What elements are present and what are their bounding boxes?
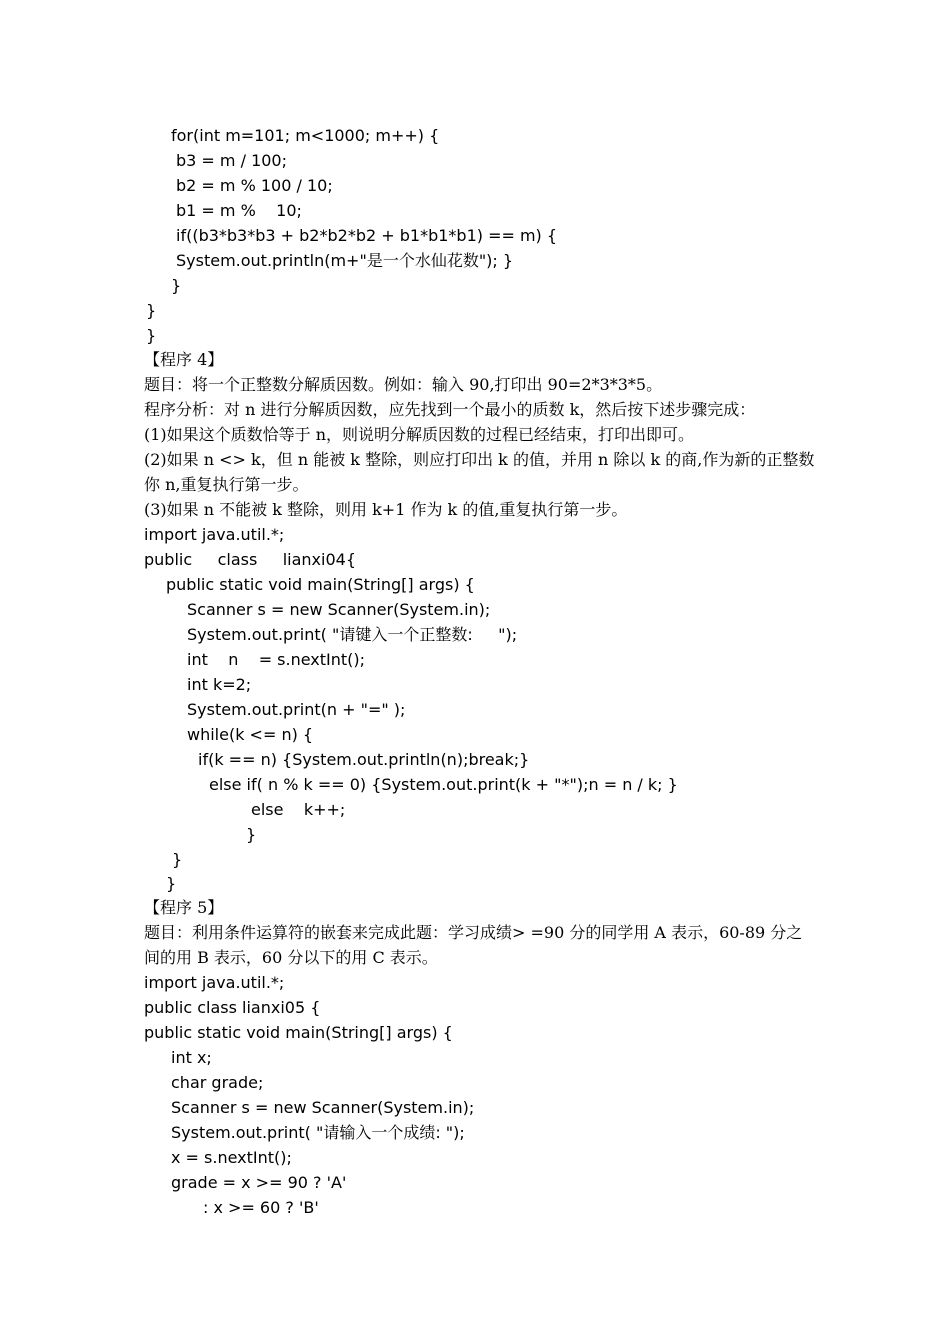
text-line: public static void main(String[] args) { — [144, 1023, 453, 1042]
text-line: System.out.print(n + "=" ); — [187, 700, 406, 719]
text-line: } — [246, 825, 257, 844]
text-line: 题目：利用条件运算符的嵌套来完成此题：学习成绩> =90 分的同学用 A 表示，60-89 分之 — [144, 923, 803, 942]
text-line: Scanner s = new Scanner(System.in); — [171, 1098, 475, 1117]
text-line: public class lianxi05 { — [144, 998, 321, 1017]
text-line: else k++; — [251, 800, 346, 819]
text-line: if((b3*b3*b3 + b2*b2*b2 + b1*b1*b1) == m) { — [176, 226, 558, 245]
text-line: int k=2; — [187, 675, 252, 694]
text-line: (3)如果 n 不能被 k 整除，则用 k+1 作为 k 的值,重复执行第一步。 — [144, 500, 628, 519]
text-line: b1 = m % 10; — [176, 201, 302, 220]
text-line: int n = s.nextInt(); — [187, 650, 366, 669]
text-line: System.out.println(m+"是一个水仙花数"); } — [176, 251, 514, 270]
text-line: b2 = m % 100 / 10; — [176, 176, 333, 195]
section-heading: 【程序 5】 — [144, 898, 224, 917]
text-line: else if( n % k == 0) {System.out.print(k + "*");n = n / k; } — [209, 775, 678, 794]
text-line: 题目：将一个正整数分解质因数。例如：输入 90,打印出 90=2*3*3*5。 — [144, 375, 663, 394]
text-line: while(k <= n) { — [187, 725, 314, 744]
text-line: 程序分析：对 n 进行分解质因数，应先找到一个最小的质数 k，然后按下述步骤完成： — [144, 400, 756, 419]
text-line: } — [146, 326, 157, 345]
text-line: Scanner s = new Scanner(System.in); — [187, 600, 491, 619]
section-heading: 【程序 4】 — [144, 350, 224, 369]
text-line: b3 = m / 100; — [176, 151, 287, 170]
text-line: if(k == n) {System.out.println(n);break;} — [198, 750, 530, 769]
text-line: grade = x >= 90 ? 'A' — [171, 1173, 347, 1192]
text-line: } — [166, 874, 177, 893]
text-line: : x >= 60 ? 'B' — [203, 1198, 319, 1217]
text-line: public static void main(String[] args) { — [166, 575, 475, 594]
text-line: 间的用 B 表示，60 分以下的用 C 表示。 — [144, 948, 438, 967]
text-line: } — [146, 301, 157, 320]
text-line: import java.util.*; — [144, 973, 285, 992]
text-line: 你 n,重复执行第一步。 — [144, 475, 309, 494]
text-line: x = s.nextInt(); — [171, 1148, 292, 1167]
text-line: (2)如果 n <> k，但 n 能被 k 整除，则应打印出 k 的值，并用 n 除以 k 的商,作为新的正整数 — [144, 450, 815, 469]
text-line: (1)如果这个质数恰等于 n，则说明分解质因数的过程已经结束，打印出即可。 — [144, 425, 695, 444]
text-line: public class lianxi04{ — [144, 550, 357, 569]
text-line: System.out.print( "请键入一个正整数: "); — [187, 625, 518, 644]
text-line: char grade; — [171, 1073, 264, 1092]
text-line: System.out.print( "请输入一个成绩: "); — [171, 1123, 465, 1142]
text-line: import java.util.*; — [144, 525, 285, 544]
text-line: for(int m=101; m<1000; m++) { — [171, 126, 440, 145]
text-line: } — [171, 276, 182, 295]
text-line: } — [172, 850, 183, 869]
text-line: int x; — [171, 1048, 212, 1067]
